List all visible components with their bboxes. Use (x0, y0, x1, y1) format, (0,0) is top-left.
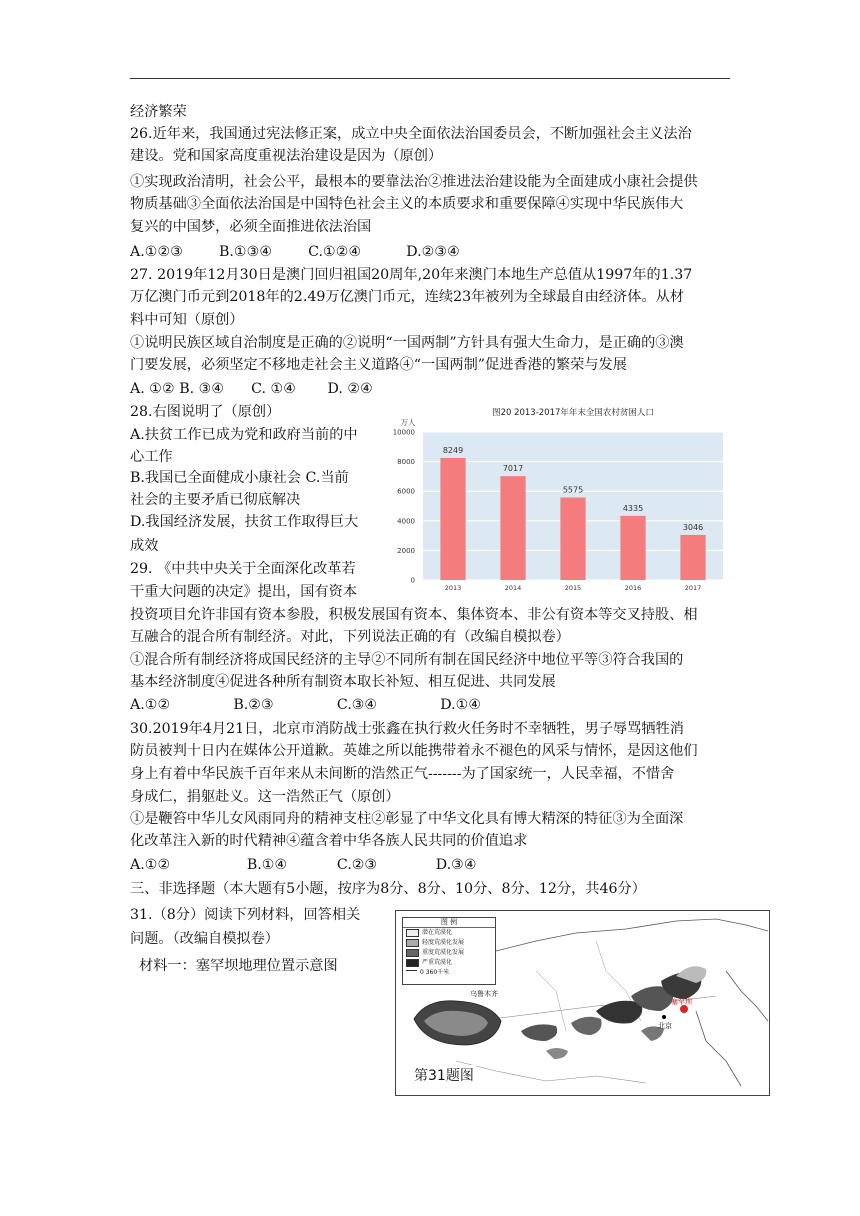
legend-row (403, 958, 495, 968)
text-line: B.我国已全面健成小康社会 C.当前 (130, 470, 349, 486)
legend-label: 严重荒漠化 (422, 959, 453, 966)
legend-swatch (406, 929, 419, 937)
text-line: 28.右图说明了（原创） (130, 404, 281, 420)
text-line: 物质基础③全面依法治国是中国特色社会主义的本质要求和重要保障④实现中华民族伟大 (130, 196, 684, 212)
text-line: 心工作 (130, 449, 173, 465)
text-line: 万亿澳门币元到2018年的2.49万亿澳门币元，连续23年被列为全球最自由经济体。从材 (130, 289, 684, 305)
x-tick-label: 2017 (684, 584, 702, 592)
text-line: A. ①② B. ③④ C. ①④ D. ②④ (130, 381, 373, 397)
legend-swatch (406, 949, 419, 957)
poverty-bar-chart (383, 405, 728, 595)
legend-label: 轻度荒漠化发展 (422, 939, 465, 946)
text-line: 复兴的中国梦，必须全面推进依法治国 (130, 219, 372, 235)
bar (680, 535, 705, 580)
legend-swatch (406, 959, 419, 967)
bar (440, 458, 465, 580)
y-tick-label: 10000 (392, 428, 415, 437)
legend-label: 潜在荒漠化 (422, 929, 453, 936)
text-line: 门要发展，必须坚定不移地走社会主义道路④“一国两制”促进香港的繁荣与发展 (130, 357, 627, 373)
map-legend-title: 图 例 (403, 918, 495, 928)
text-line: ①是鞭笞中华儿女风雨同舟的精神支柱②彰显了中华文化具有博大精深的特征③为全面深 (130, 811, 684, 827)
text-line: 27. 2019年12月30日是澳门回归祖国20周年,20年来澳门本地生产总值从1997年的1.37 (130, 267, 693, 283)
text-line: 料中可知（原创） (130, 312, 244, 328)
text-line: 材料一：塞罕坝地理位置示意图 (130, 958, 338, 974)
text-line: D.我国经济发展，扶贫工作取得巨大 (130, 514, 359, 530)
place-label: 北京 (658, 1022, 672, 1030)
scale-bar (406, 970, 417, 977)
legend-row (403, 938, 495, 948)
y-tick-label: 2000 (397, 546, 415, 555)
text-line: 互融合的混合所有制经济。对此，下列说法正确的有（改编自模拟卷） (130, 629, 570, 645)
saihanba-location-map (395, 910, 770, 1096)
y-tick-label: 0 (410, 576, 415, 585)
legend-label: 0 360千米 (420, 969, 450, 976)
bar (500, 476, 525, 580)
bar-value-label: 4335 (622, 503, 644, 513)
legend-row (403, 948, 495, 958)
text-line: 三、非选择题（本大题有5小题，按序为8分、8分、10分、8分、12分，共46分） (130, 881, 646, 897)
text-line: 干重大问题的决定》提出，国有资本 (130, 584, 358, 600)
map-caption: 第31题图 (412, 1065, 476, 1085)
text-line: 31.（8分）阅读下列材料，回答相关 (130, 907, 361, 923)
text-line: 29. 《中共中央关于全面深化改革若 (130, 561, 356, 577)
text-line: 建设。党和国家高度重视法治建设是因为（原创） (130, 148, 443, 164)
text-line: ①混合所有制经济将成国民经济的主导②不同所有制在国民经济中地位平等③符合我国的 (130, 652, 684, 668)
x-tick-label: 2015 (564, 584, 582, 592)
place-label: 塞罕坝 (671, 998, 692, 1006)
y-tick-label: 6000 (397, 487, 415, 496)
text-line: ①说明民族区域自治制度是正确的②说明“一国两制”方针具有强大生命力，是正确的③澳 (130, 335, 684, 351)
text-line: 26.近年来，我国通过宪法修正案，成立中央全面依法治国委员会，不断加强社会主义法治 (130, 126, 692, 142)
bar-value-label: 3046 (682, 522, 704, 532)
bar-value-label: 5575 (562, 485, 584, 495)
legend-label: 重度荒漠化发展 (422, 949, 465, 956)
text-line: 化改革注入新的时代精神④蕴含着中华各族人民共同的价值追求 (130, 833, 528, 849)
text-line: A.①②③ B.①③④ C.①②④ D.②③④ (130, 244, 460, 260)
legend-row (403, 968, 495, 978)
legend-row (403, 928, 495, 938)
text-line: 身上有着中华民族千百年来从未间断的浩然正气-------为了国家统一，人民幸福，不惜舍 (130, 766, 675, 782)
header-rule (130, 78, 730, 79)
text-line: 问题。（改编自模拟卷） (130, 931, 279, 947)
x-tick-label: 2016 (624, 584, 642, 592)
map-legend (402, 917, 496, 985)
bar-value-label: 7017 (502, 464, 524, 474)
place-label: 乌鲁木齐 (470, 990, 498, 998)
text-line: 身成仁，捐躯赴义。这一浩然正气（原创） (130, 789, 400, 805)
text-line: 防员被判十日内在媒体公开道歉。英雄之所以能携带着永不褪色的风采与情怀，是因这他们 (130, 743, 698, 759)
text-line: 经济繁荣 (130, 104, 187, 120)
bar (620, 516, 645, 580)
y-axis-unit: 万人 (400, 418, 416, 427)
bar (560, 497, 585, 580)
x-tick-label: 2014 (504, 584, 522, 592)
text-line: 30.2019年4月21日，北京市消防战士张鑫在执行救火任务时不幸牺牲，男子辱骂牺牲消 (130, 721, 684, 737)
bar-value-label: 8249 (442, 445, 464, 455)
text-line: 基本经济制度④促进各种所有制资本取长补短、相互促进、共同发展 (130, 674, 556, 690)
y-tick-label: 8000 (397, 458, 415, 467)
text-line: 投资项目允许非国有资本参股，积极发展国有资本、集体资本、非公有资本等交叉持股、相 (130, 607, 698, 623)
chart-title: 图20 2013-2017年年末全国农村贫困人口 (492, 408, 654, 418)
legend-swatch (406, 939, 419, 947)
text-line: ①实现政治清明，社会公平，最根本的要靠法治②推进法治建设能为全面建成小康社会提供 (130, 174, 698, 190)
y-tick-label: 4000 (397, 517, 415, 526)
text-line: A.扶贫工作已成为党和政府当前的中 (130, 427, 358, 443)
text-line: A.①② B.②③ C.③④ D.①④ (130, 697, 482, 713)
text-line: A.①② B.①④ C.②③ D.③④ (130, 857, 477, 873)
x-tick-label: 2013 (444, 584, 462, 592)
text-line: 成效 (130, 538, 159, 554)
text-line: 社会的主要矛盾已彻底解决 (130, 492, 301, 508)
